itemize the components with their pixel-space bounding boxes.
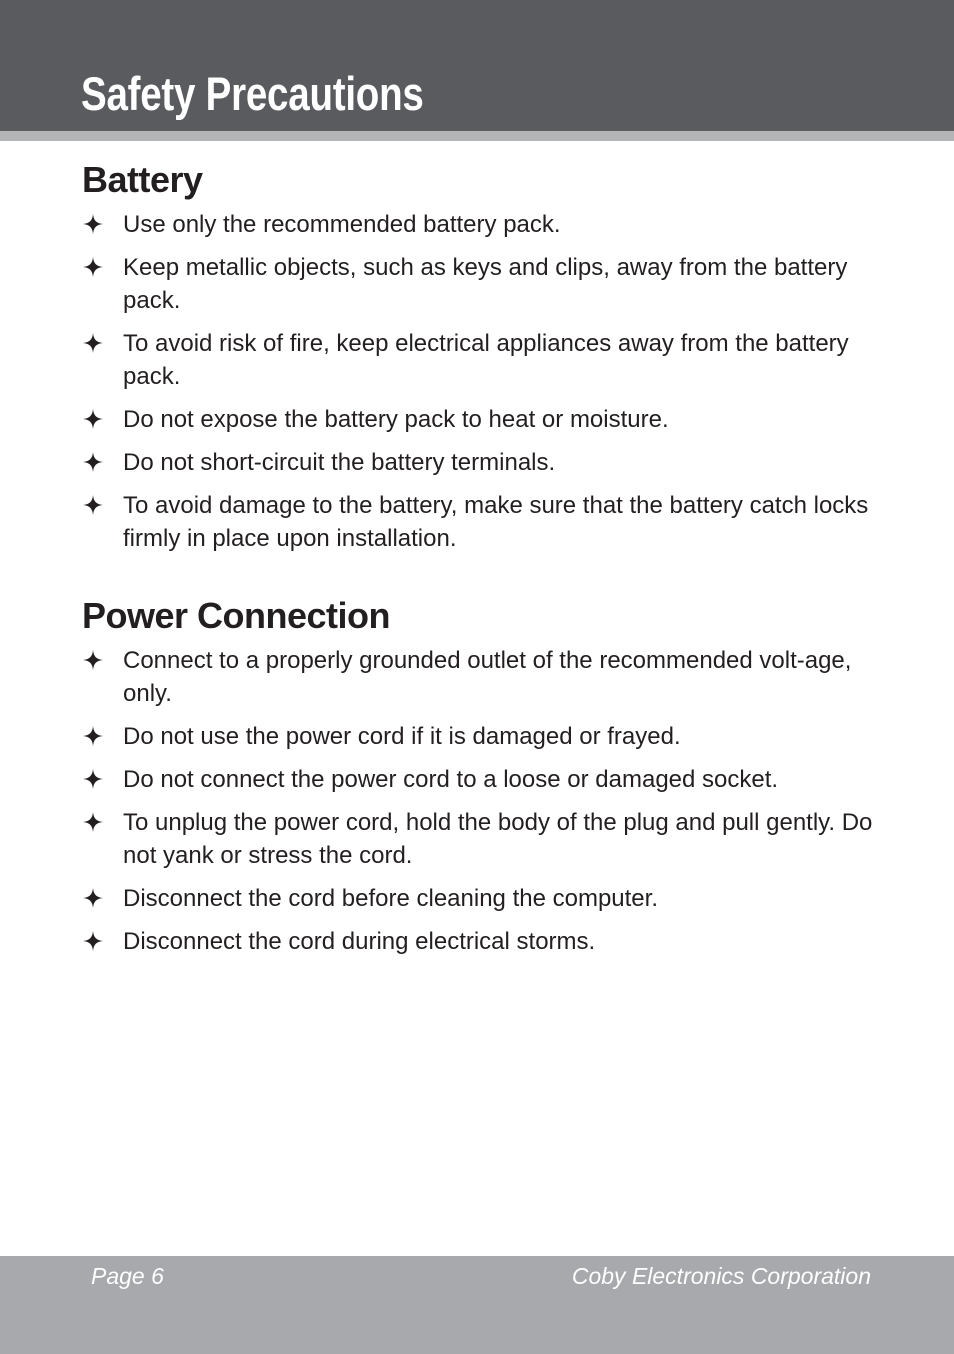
list-item <box>82 882 902 915</box>
section-battery <box>82 157 902 565</box>
four-point-star-icon <box>83 490 103 510</box>
list-item <box>82 208 902 241</box>
page-title: Safety Precautions <box>81 67 424 120</box>
four-point-star-icon <box>83 252 103 272</box>
four-point-star-icon <box>83 447 103 467</box>
list-item <box>82 446 902 479</box>
list-item-text: Disconnect the cord before cleaning the computer. <box>123 885 658 912</box>
section-heading-power-connection: Power Connection <box>82 595 391 636</box>
list-item-text: Do not expose the battery pack to heat or moisture. <box>123 406 669 433</box>
four-point-star-icon <box>83 926 103 946</box>
list-item <box>82 251 902 317</box>
list-item-text: Connect to a properly grounded outlet of the recommended volt-age, only. <box>123 647 852 707</box>
company-name: Coby Electronics Corporation <box>571 1263 871 1289</box>
list-item-text: To unplug the power cord, hold the body of the plug and pull gently. Do not yank or stress the cord. <box>123 809 873 869</box>
four-point-star-icon <box>83 807 103 827</box>
four-point-star-icon <box>83 645 103 665</box>
list-item <box>82 327 902 393</box>
four-point-star-icon <box>83 404 103 424</box>
four-point-star-icon <box>83 328 103 348</box>
section-power-connection <box>82 593 902 968</box>
battery-list <box>82 208 902 555</box>
header-divider <box>0 131 954 141</box>
list-item <box>82 925 902 958</box>
four-point-star-icon <box>83 764 103 784</box>
list-item <box>82 644 902 710</box>
list-item-text: Do not use the power cord if it is damaged or frayed. <box>123 723 681 750</box>
list-item <box>82 806 902 872</box>
four-point-star-icon <box>83 883 103 903</box>
list-item-text: Do not short-circuit the battery terminals. <box>123 449 556 476</box>
list-item-text: Do not connect the power cord to a loose or damaged socket. <box>123 766 779 793</box>
list-item <box>82 720 902 753</box>
power-connection-list <box>82 644 902 958</box>
four-point-star-icon <box>83 721 103 741</box>
list-item <box>82 403 902 436</box>
section-heading-battery: Battery <box>82 159 203 200</box>
list-item <box>82 489 902 555</box>
four-point-star-icon <box>83 209 103 229</box>
page-number: Page 6 <box>91 1263 164 1289</box>
list-item-text: Disconnect the cord during electrical storms. <box>123 928 596 955</box>
list-item <box>82 763 902 796</box>
list-item-text: To avoid damage to the battery, make sure that the battery catch locks firmly in place upon installation. <box>123 492 869 552</box>
list-item-text: Use only the recommended battery pack. <box>123 211 561 238</box>
list-item-text: To avoid risk of fire, keep electrical appliances away from the battery pack. <box>123 330 849 390</box>
list-item-text: Keep metallic objects, such as keys and clips, away from the battery pack. <box>123 254 848 314</box>
